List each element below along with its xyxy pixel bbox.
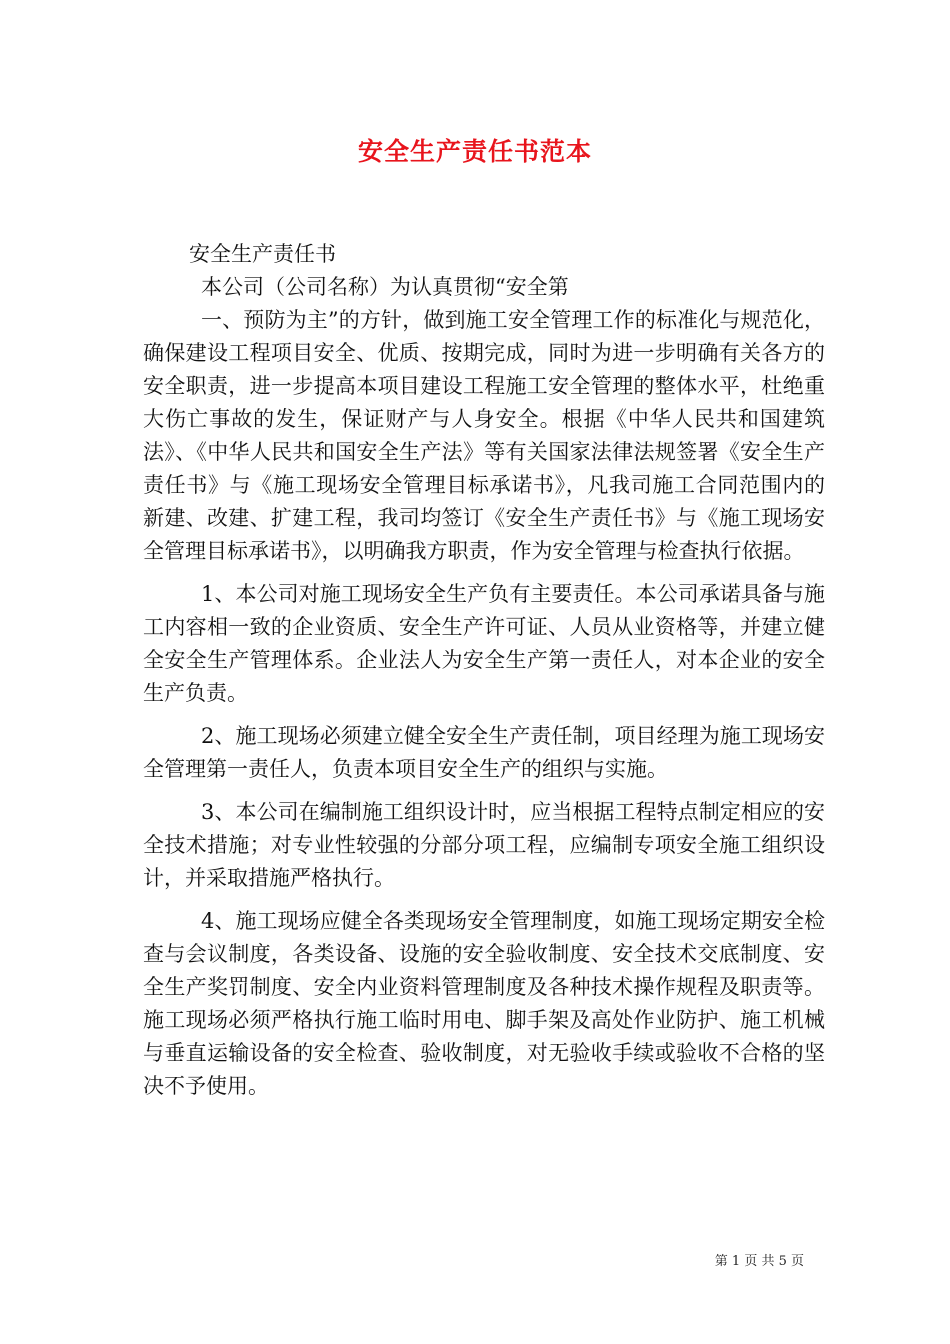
policy-paragraph: 一、预防为主”的方针，做到施工安全管理工作的标准化与规范化，确保建设工程项目安全、优质、按期完成，同时为进一步明确有关各方的安全职责，进一步提高本项目建设工程施工安全管理的整体水平，杜绝重大伤亡事故的发生，保证财产与人身安全。根据《中华人民共和国建筑法》、《中华人民共和国安全生产法》等有关国家法律法规签署《安全生产责任书》与《施工现场安全管理目标承诺书》，凡我司施工合同范围内的新建、改建、扩建工程，我司均签订《安全生产责任书》与《施工现场安全管理目标承诺书》，以明确我方职责，作为安全管理与检查执行依据。 — [143, 308, 825, 563]
clause-1: 1、本公司对施工现场安全生产负有主要责任。本公司承诺具备与施工内容相一致的企业资质、安全生产许可证、人员从业资格等，并建立健全安全生产管理体系。企业法人为安全生产第一责任人，对本企业的安全生产负责。 — [143, 582, 825, 705]
page-number: 第 1 页 共 5 页 — [714, 1254, 804, 1269]
section-heading: 安全生产责任书 — [189, 242, 336, 266]
clause-4: 4、施工现场应健全各类现场安全管理制度，如施工现场定期安全检查与会议制度，各类设备、设施的安全验收制度、安全技术交底制度、安全生产奖罚制度、安全内业资料管理制度及各种技术操作规程及职责等。施工现场必须严格执行施工临时用电、脚手架及高处作业防护、施工机械与垂直运输设备的安全检查、验收制度，对无验收手续或验收不合格的坚决不予使用。 — [143, 909, 825, 1098]
clause-3: 3、本公司在编制施工组织设计时，应当根据工程特点制定相应的安全技术措施；对专业性较强的分部分项工程，应编制专项安全施工组织设计，并采取措施严格执行。 — [143, 800, 825, 890]
clause-2: 2、施工现场必须建立健全安全生产责任制，项目经理为施工现场安全管理第一责任人，负责本项目安全生产的组织与实施。 — [143, 724, 825, 781]
document-title: 安全生产责任书范本 — [357, 137, 592, 166]
document-body — [143, 238, 825, 1103]
intro-line: 本公司（公司名称）为认真贯彻“安全第 — [201, 275, 569, 299]
